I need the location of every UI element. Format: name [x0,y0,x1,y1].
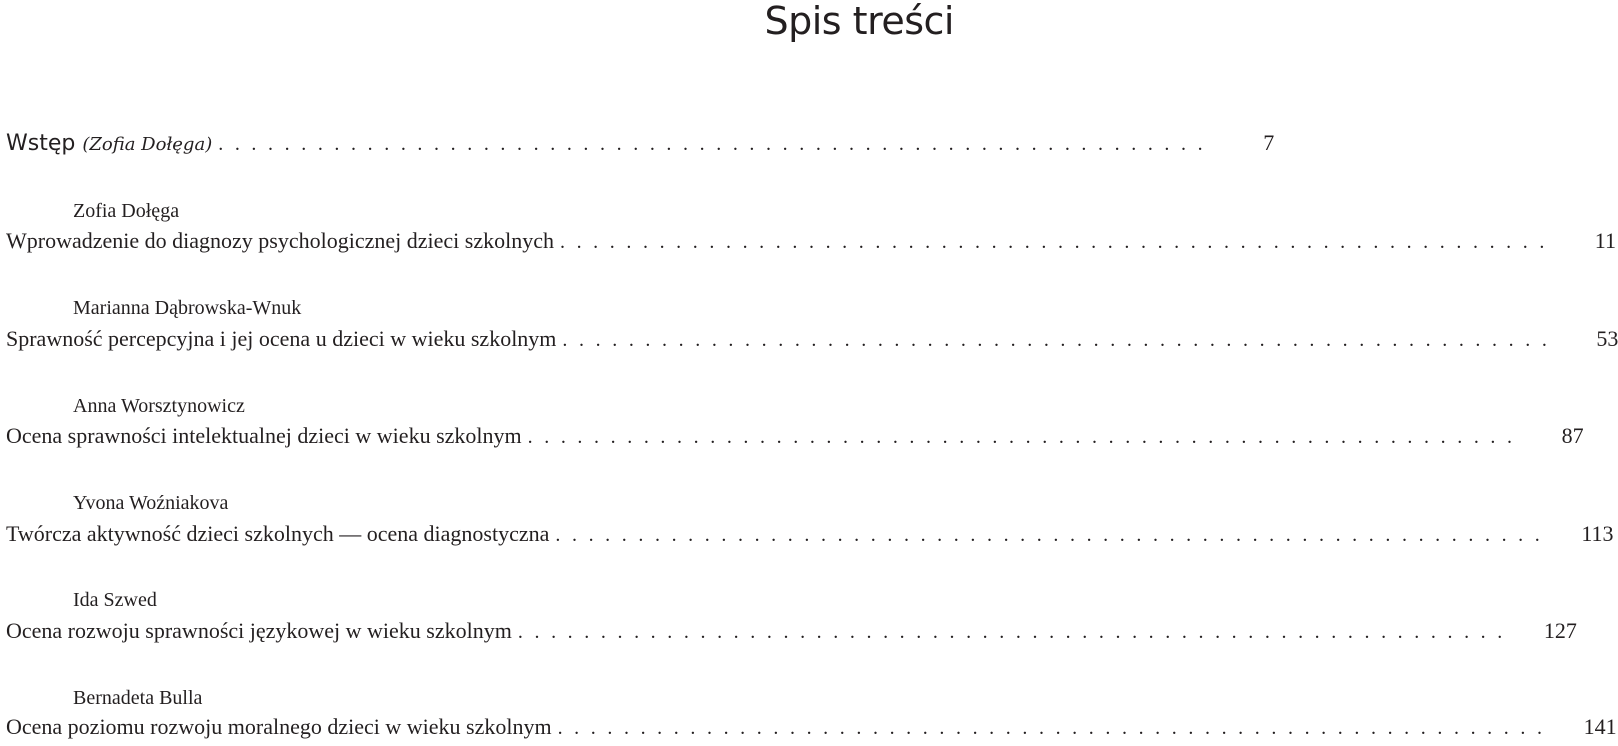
toc-entry[interactable] [6,618,1577,650]
intro-editor-name: Zofia Dołęga [89,134,206,155]
toc-entry[interactable] [6,423,1584,455]
page-title: Spis treści [764,0,954,43]
toc-page-number: 11 [1594,228,1616,253]
toc-author: Anna Worsztynowicz [73,395,245,417]
toc-page-number: 87 [1561,423,1584,448]
toc-author: Ida Szwed [73,589,157,611]
toc-author: Yvona Woźniakova [73,492,229,514]
dot-leader: ............................................................ [527,426,1524,448]
dot-leader: ............................................................ [562,329,1559,351]
intro-editor [82,134,212,155]
toc-page-number: 127 [1543,618,1577,643]
toc-entry[interactable] [6,326,1618,358]
intro-editor-close: ) [205,134,213,155]
toc-entry[interactable] [6,521,1614,553]
toc-author: Marianna Dąbrowska-Wnuk [73,297,302,319]
toc-entry-title: Twórcza aktywność dzieci szkolnych — ocena diagnostyczna [6,521,550,546]
dot-leader: ............................................................ [557,717,1554,739]
toc-page-number: 141 [1583,714,1617,739]
dot-leader: ............................................................ [555,524,1552,546]
intro-title-text: Wstęp [6,131,76,156]
toc-author: Zofia Dołęga [73,200,180,222]
toc-entry[interactable] [6,714,1617,746]
dot-leader: ............................................................ [517,621,1514,643]
toc-entry[interactable] [6,228,1616,260]
toc-entry-title: Wprowadzenie do diagnozy psychologicznej dzieci szkolnych [6,228,554,253]
toc-entry-title: Ocena sprawności intelektualnej dzieci w wieku szkolnym [6,423,522,448]
dot-leader: ............................................................ [218,133,1215,155]
toc-author: Bernadeta Bulla [73,687,203,709]
toc-page-number: 7 [1263,130,1275,155]
toc-entry-title: Ocena rozwoju sprawności językowej w wieku szkolnym [6,618,512,643]
dot-leader: ............................................................ [559,231,1556,253]
toc-entry-title: Ocena poziomu rozwoju moralnego dzieci w wieku szkolnym [6,714,552,739]
toc-entry-title: Sprawność percepcyjna i jej ocena u dzieci w wieku szkolnym [6,326,557,351]
toc-entry-intro[interactable] [6,130,1275,162]
intro-editor-open: ( [82,134,90,155]
toc-entry-title [6,133,212,155]
toc-page-number: 113 [1581,521,1614,546]
toc-page-number: 53 [1596,326,1618,351]
